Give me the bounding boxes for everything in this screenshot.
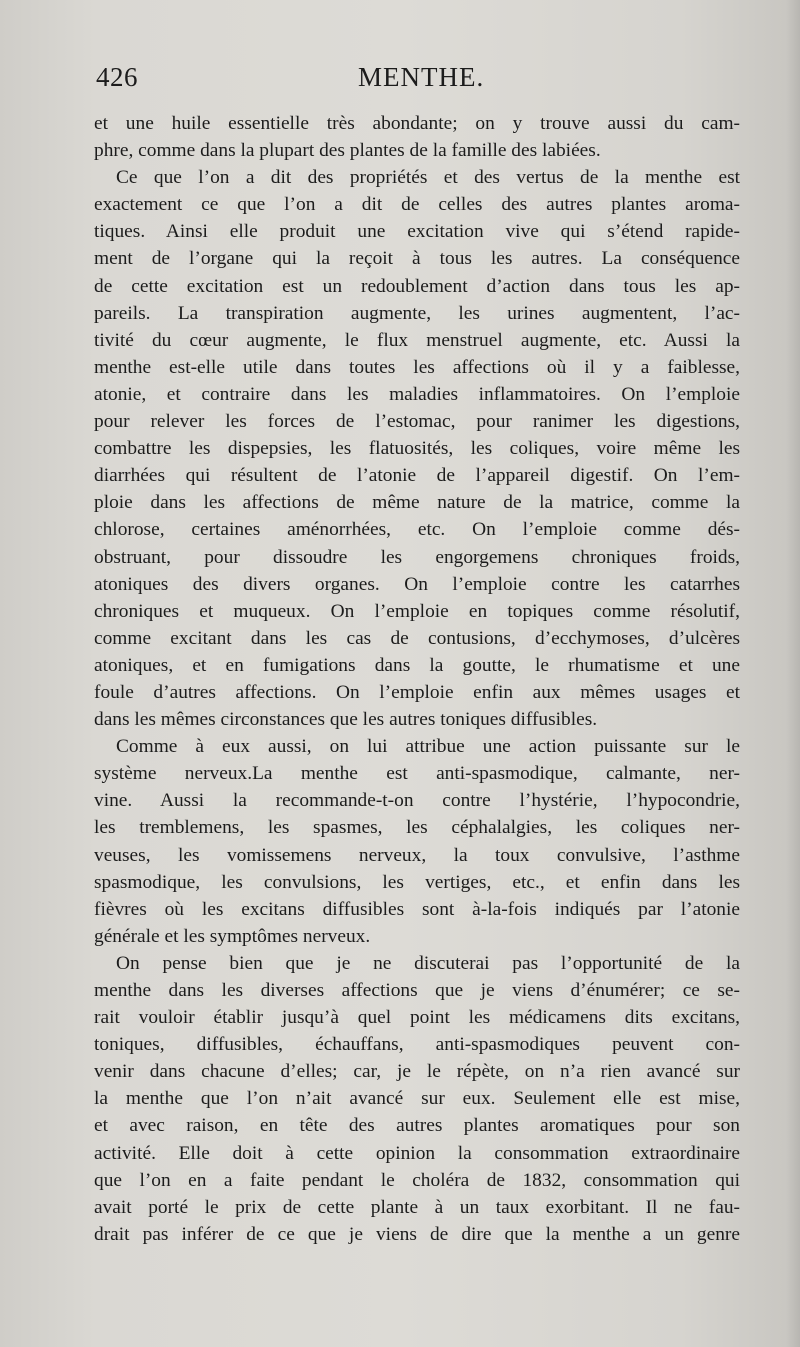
text-line: dans les mêmes circonstances que les autres toniques diffusibles. [94,709,598,731]
text-line: obstruant, pour dissoudre les engorgemens chroniques froids, [94,546,740,568]
text-line: activité. Elle doit à cette opinion la consommation extraordinaire [94,1142,740,1164]
text-line: foule d’autres affections. On l’emploie enfin aux mêmes usages et [94,681,740,703]
page-header [96,62,752,102]
text-line: menthe dans les diverses affections que je viens d’énumérer; ce se- [94,980,740,1001]
page-edge-shadow [786,0,800,1347]
text-line: combattre les dispepsies, les flatuosités, les coliques, voire même les [94,438,740,460]
text-line: Comme à eux aussi, on lui attribue une action puissante sur le [116,736,740,758]
page-number: 426 [96,62,138,92]
text-line: la menthe que l’on n’ait avancé sur eux. Seulement elle est mise, [94,1088,740,1110]
text-line: rait vouloir établir jusqu’à quel point les médicamens dits excitans, [94,1007,740,1029]
text-line: On pense bien que je ne discuterai pas l’opportunité de la [116,952,740,974]
text-line: atoniques, et en fumigations dans la goutte, le rhumatisme et une [94,654,740,676]
text-line: tiques. Ainsi elle produit une excitation vive qui s’étend rapide- [94,221,740,243]
text-line: pareils. La transpiration augmente, les urines augmentent, l’ac- [94,302,740,324]
text-line: diarrhées qui résultent de l’atonie de l’appareil digestif. On l’em- [94,465,740,487]
text-line: spasmodique, les convulsions, les vertiges, etc., et enfin dans les [94,871,740,893]
text-line: et avec raison, en tête des autres plantes aromatiques pour son [94,1115,740,1137]
text-line: phre, comme dans la plupart des plantes de la famille des labiées. [94,140,601,162]
text-line: tivité du cœur augmente, le flux menstruel augmente, etc. Aussi la [94,329,740,351]
text-line: générale et les symptômes nerveux. [94,925,371,947]
text-line: système nerveux.La menthe est anti-spasmodique, calmante, ner- [94,763,740,785]
running-head: MENTHE. [358,62,485,92]
text-line: ploie dans les affections de même nature de la matrice, comme la [94,492,740,514]
text-line: fièvres où les excitans diffusibles sont à-la-fois indiqués par l’atonie [94,898,740,920]
text-line: menthe est-elle utile dans toutes les affections où il y a faiblesse, [94,356,740,378]
text-line: que l’on en a faite pendant le choléra de 1832, consommation qui [94,1169,740,1191]
text-line: pour relever les forces de l’estomac, pour ranimer les digestions, [94,411,740,433]
text-line: comme excitant dans les cas de contusions, d’ecchymoses, d’ulcères [94,627,740,649]
text-line: atoniques des divers organes. On l’emploie contre les catarrhes [94,573,740,595]
text-line: de cette excitation est un redoublement d’action dans tous les ap- [94,275,740,297]
text-line: toniques, diffusibles, échauffans, anti-spasmodiques peuvent con- [94,1034,740,1056]
body-text [94,110,740,1248]
text-line: exactement ce que l’on a dit de celles des autres plantes aroma- [94,194,740,216]
text-line: avait porté le prix de cette plante à un taux exorbitant. Il ne fau- [94,1196,740,1218]
text-line: et une huile essentielle très abondante; on y trouve aussi du cam- [94,113,740,134]
text-line: chroniques et muqueux. On l’emploie en topiques comme résolutif, [94,600,740,622]
text-line: ment de l’organe qui la reçoit à tous les autres. La conséquence [94,248,740,270]
text-line: Ce que l’on a dit des propriétés et des vertus de la menthe est [116,167,740,189]
text-line: veuses, les vomissemens nerveux, la toux convulsive, l’asthme [94,844,740,866]
text-line: les tremblemens, les spasmes, les céphalalgies, les coliques ner- [94,817,740,839]
text-line: drait pas inférer de ce que je viens de dire que la menthe a un genre [94,1223,740,1245]
text-line: atonie, et contraire dans les maladies inflammatoires. On l’emploie [94,383,740,405]
text-line: venir dans chacune d’elles; car, je le répète, on n’a rien avancé sur [94,1061,740,1083]
text-line: vine. Aussi la recommande-t-on contre l’hystérie, l’hypocondrie, [94,790,740,812]
text-line: chlorose, certaines aménorrhées, etc. On l’emploie comme dés- [94,519,740,541]
